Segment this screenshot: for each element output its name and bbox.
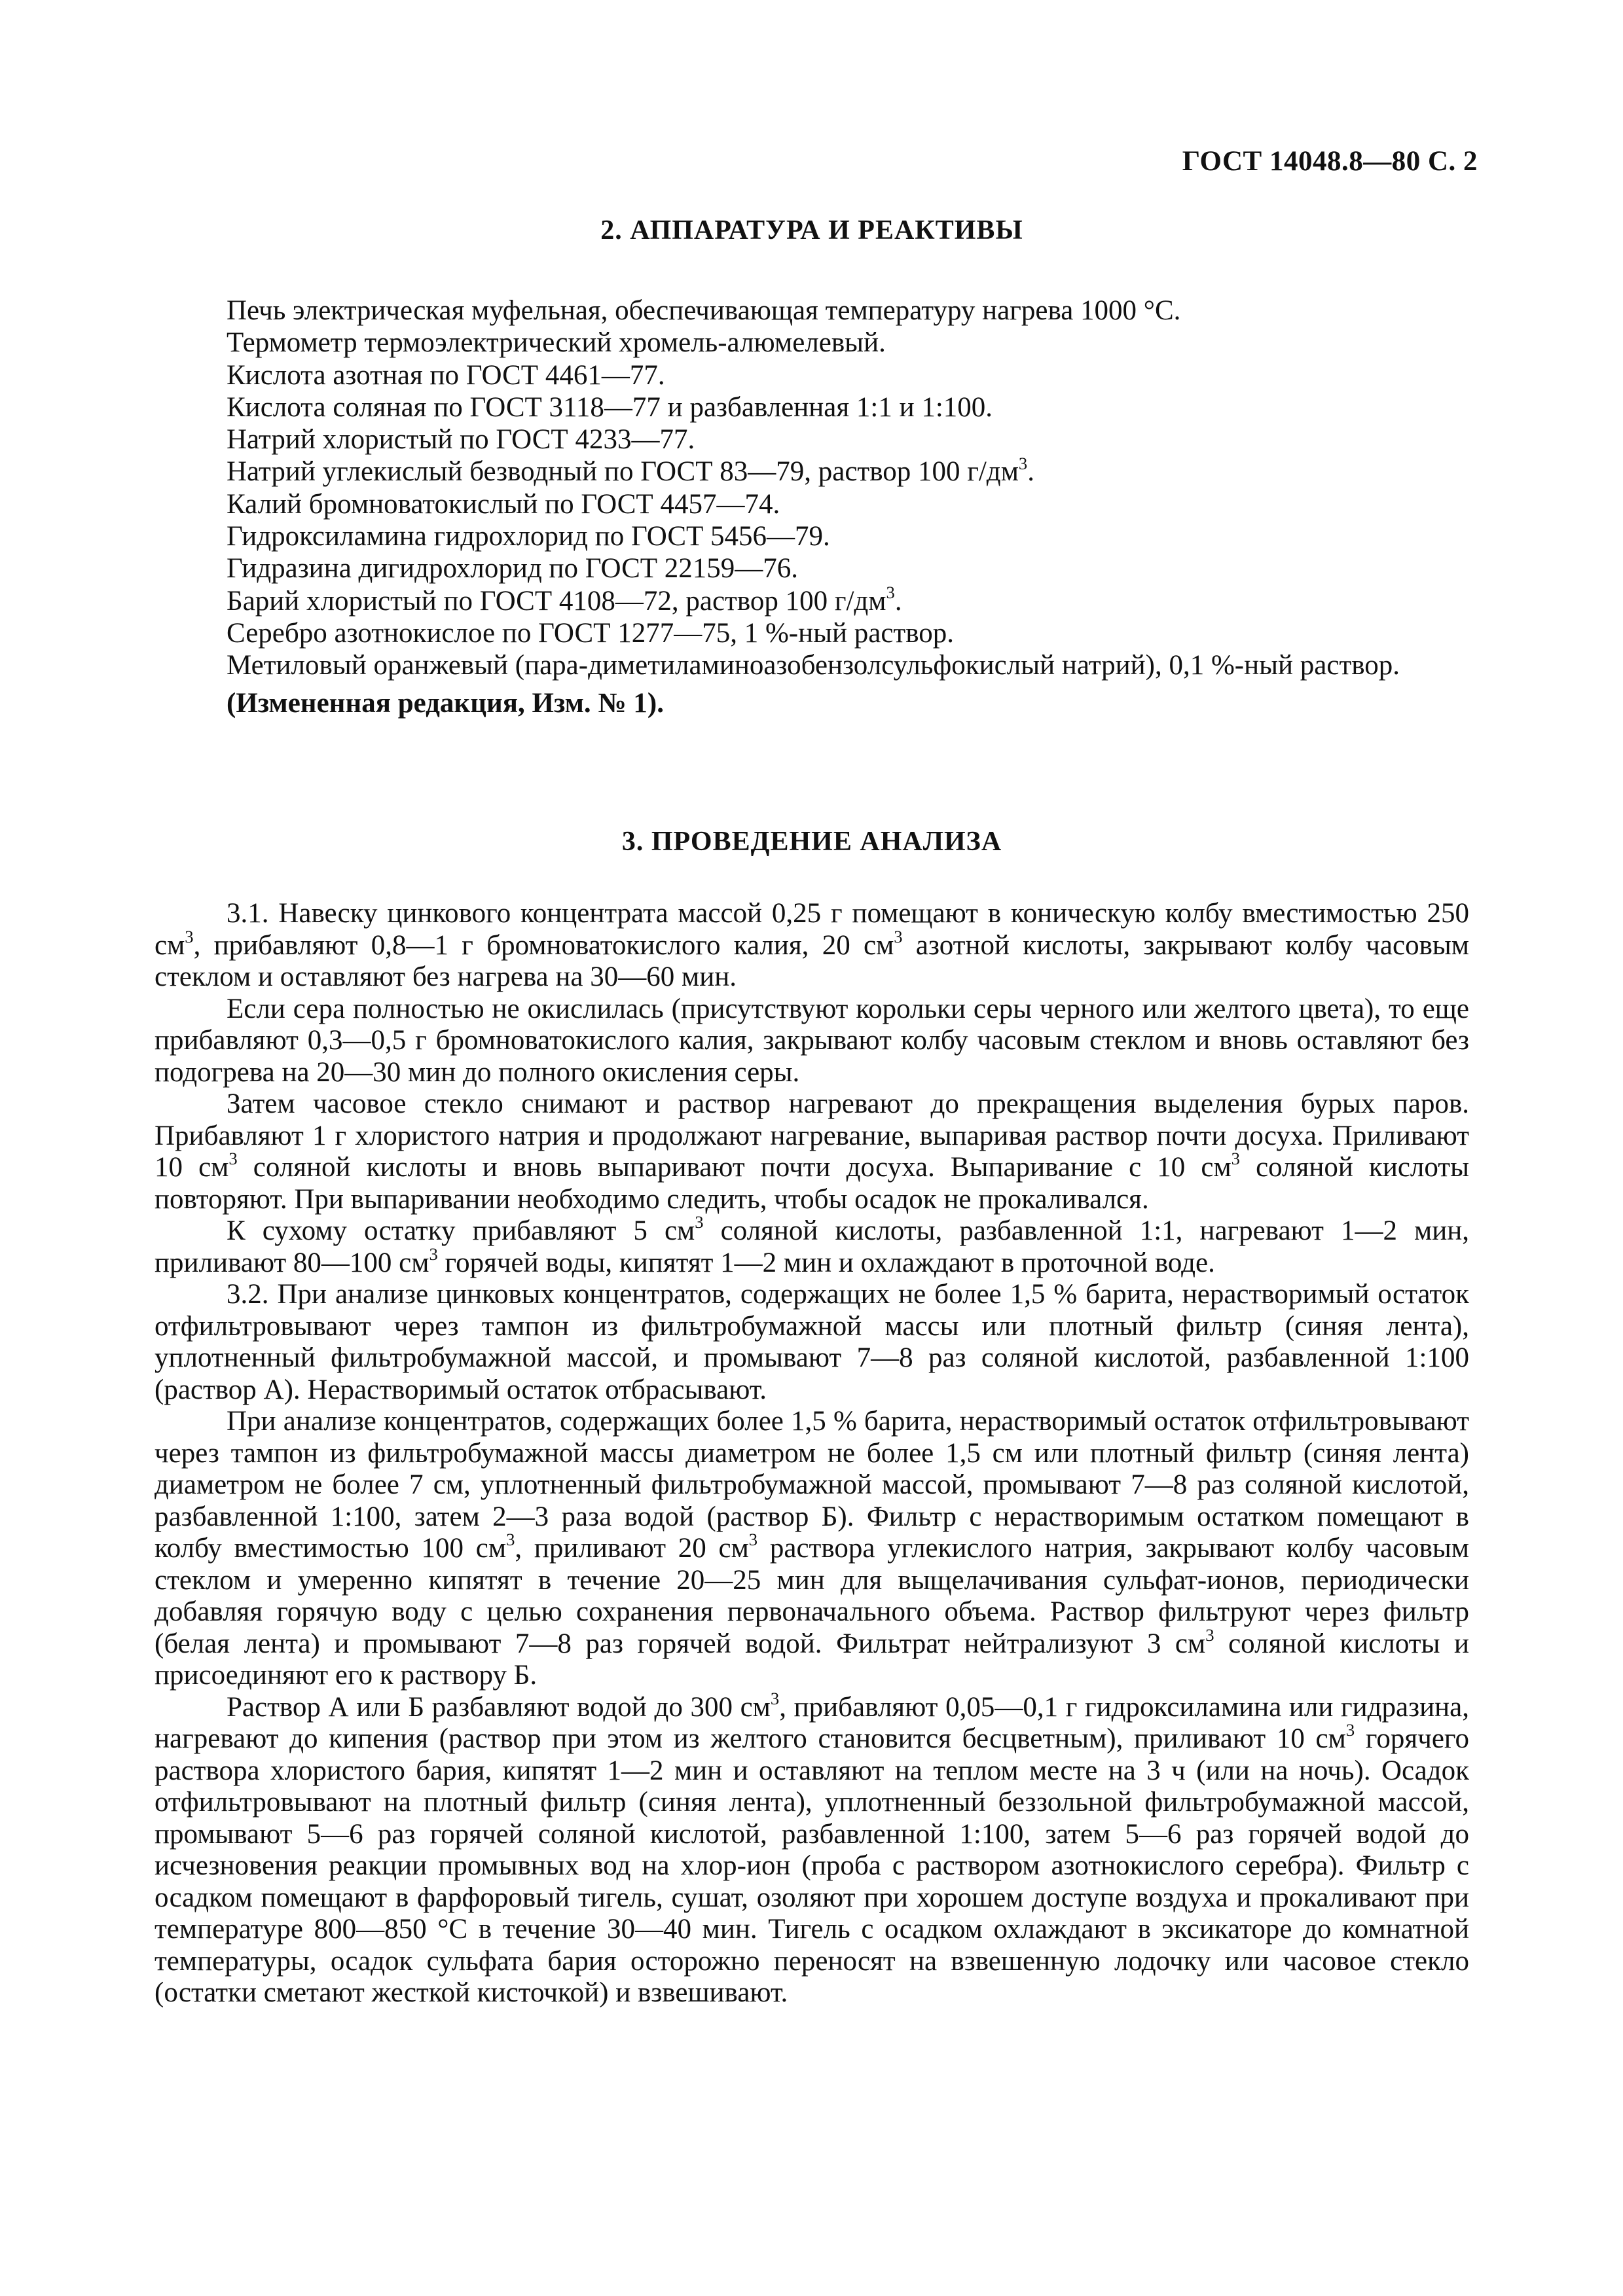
paragraph: Раствор А или Б разбавляют водой до 300 $см^3$, прибавляют 0,05—0,1 г гидроксиламина или гидразина, нагревают до кипения (раствор при этом из желтого становится бесцветным), приливают 10 $см^3$ горячего раствора хлористого бария, кипятят 1—2 мин и оставляют на теплом месте на 3 ч (или на ночь). Осадок отфильтровывают на плотный фильтр (синяя лента), уплотненный беззольной фильтробумажной массой, промывают 5—6 раз горячей соляной кислотой, разбавленной 1:100, затем 5—6 раз горячей водой до исчезновения реакции промывных вод на хлор-ион (проба с раствором азотнокислого серебра). Фильтр с осадком помещают в фарфоровый тигель, сушат, озоляют при хорошем доступе воздуха и прокаливают при температуре 800—850 °С в течение 30—40 мин. Тигель с осадком охлаждают в эксикаторе до комнатной температуры, осадок сульфата бария осторожно переносят на взвешенную лодочку или часовое стекло (остатки сметают жесткой кисточкой) и взвешивают.	[155, 1688, 1469, 2008]
apparatus-reagents-list	[155, 295, 1469, 719]
section-3-title: 3. ПРОВЕДЕНИЕ АНАЛИЗА	[621, 827, 1002, 857]
list-item: Кислота азотная по ГОСТ 4461—77.	[227, 359, 665, 391]
list-item: Гидроксиламина гидрохлорид по ГОСТ 5456—79.	[227, 521, 830, 552]
list-item: Барий хлористый по ГОСТ 4108—72, раствор 100 $г/дм^3$.	[227, 582, 902, 617]
page-header: ГОСТ 14048.8—80 С. 2	[1182, 146, 1478, 177]
section-2-title: 2. АППАРАТУРА И РЕАКТИВЫ	[600, 215, 1023, 245]
list-item: Серебро азотнокислое по ГОСТ 1277—75, 1 %-ный раствор.	[227, 617, 954, 649]
list-item: Гидразина дигидрохлорид по ГОСТ 22159—76.	[227, 553, 799, 584]
list-item: Кислота соляная по ГОСТ 3118—77 и разбавленная 1:1 и 1:100.	[227, 391, 993, 423]
analysis-procedure	[155, 898, 1469, 2009]
list-item: Метиловый оранжевый (пара-диметиламиноазобензолсульфокислый натрий), 0,1 %-ный раствор.	[227, 650, 1400, 681]
list-item: Натрий хлористый по ГОСТ 4233—77.	[227, 424, 695, 456]
list-item: Калий бромноватокислый по ГОСТ 4457—74.	[227, 488, 780, 520]
list-item: Натрий углекислый безводный по ГОСТ 83—79, раствор 100 $г/дм^3$.	[227, 453, 1034, 488]
paragraph: Если сера полностью не окислилась (присутствуют корольки серы черного или желтого цвета), то еще прибавляют 0,3—0,5 г бромноватокислого калия, закрывают колбу часовым стеклом и вновь оставляют без подогрева на 20—30 мин до полного окисления серы.	[155, 993, 1469, 1088]
paragraph: Затем часовое стекло снимают и раствор нагревают до прекращения выделения бурых паров. Прибавляют 1 г хлористого натрия и продолжают нагревание, выпаривая раствор почти досуха. Приливают 10 $см^3$ соляной кислоты и вновь выпаривают почти досуха. Выпаривание с 10 $см^3$ соляной кислоты повторяют. При выпаривании необходимо следить, чтобы осадок не прокаливался.	[155, 1088, 1469, 1215]
paragraph: При анализе концентратов, содержащих более 1,5 % барита, нерастворимый остаток отфильтровывают через тампон из фильтробумажной массы диаметром не более 1,5 см или плотный фильтр (синяя лента) диаметром не более 7 см, уплотненный фильтробумажной массой, промывают 7—8 раз соляной кислотой, разбавленной 1:100, затем 2—3 раза водой (раствор Б). Фильтр с нерастворимым остатком помещают в колбу вместимостью 100 $см^3$, приливают 20 $см^3$ раствора углекислого натрия, закрывают колбу часовым стеклом и умеренно кипятят в течение 20—25 мин для выщелачивания сульфат-ионов, периодически добавляя горячую воду с целью сохранения первоначального объема. Раствор фильтруют через фильтр (белая лента) и промывают 7—8 раз горячей водой. Фильтрат нейтрализуют 3 $см^3$ соляной кислоты и присоединяют его к раствору Б.	[155, 1406, 1469, 1691]
list-item: Печь электрическая муфельная, обеспечивающая температуру нагрева 1000 °С.	[227, 295, 1181, 326]
list-item: Термометр термоэлектрический хромель-алюмелевый.	[227, 327, 886, 359]
paragraph: К сухому остатку прибавляют 5 $см^3$ соляной кислоты, разбавленной 1:1, нагревают 1—2 мин, приливают 80—100 $см^3$ горячей воды, кипятят 1—2 мин и охлаждают в проточной воде.	[155, 1212, 1469, 1278]
edit-note: (Измененная редакция, Изм. № 1).	[227, 687, 664, 719]
paragraph: 3.2. При анализе цинковых концентратов, содержащих не более 1,5 % барита, нерастворимый остаток отфильтровывают через тампон из фильтробумажной массы или плотный фильтр (синяя лента), уплотненный фильтробумажной массой, и промывают 7—8 раз соляной кислотой, разбавленной 1:100 (раствор А). Нерастворимый остаток отбрасывают.	[155, 1279, 1469, 1405]
paragraph: 3.1. Навеску цинкового концентрата массой 0,25 г помещают в коническую колбу вместимостью 250 $см^3$, прибавляют 0,8—1 г бромноватокислого калия, 20 $см^3$ азотной кислоты, закрывают колбу часовым стеклом и оставляют без нагрева на 30—60 мин.	[155, 898, 1469, 992]
